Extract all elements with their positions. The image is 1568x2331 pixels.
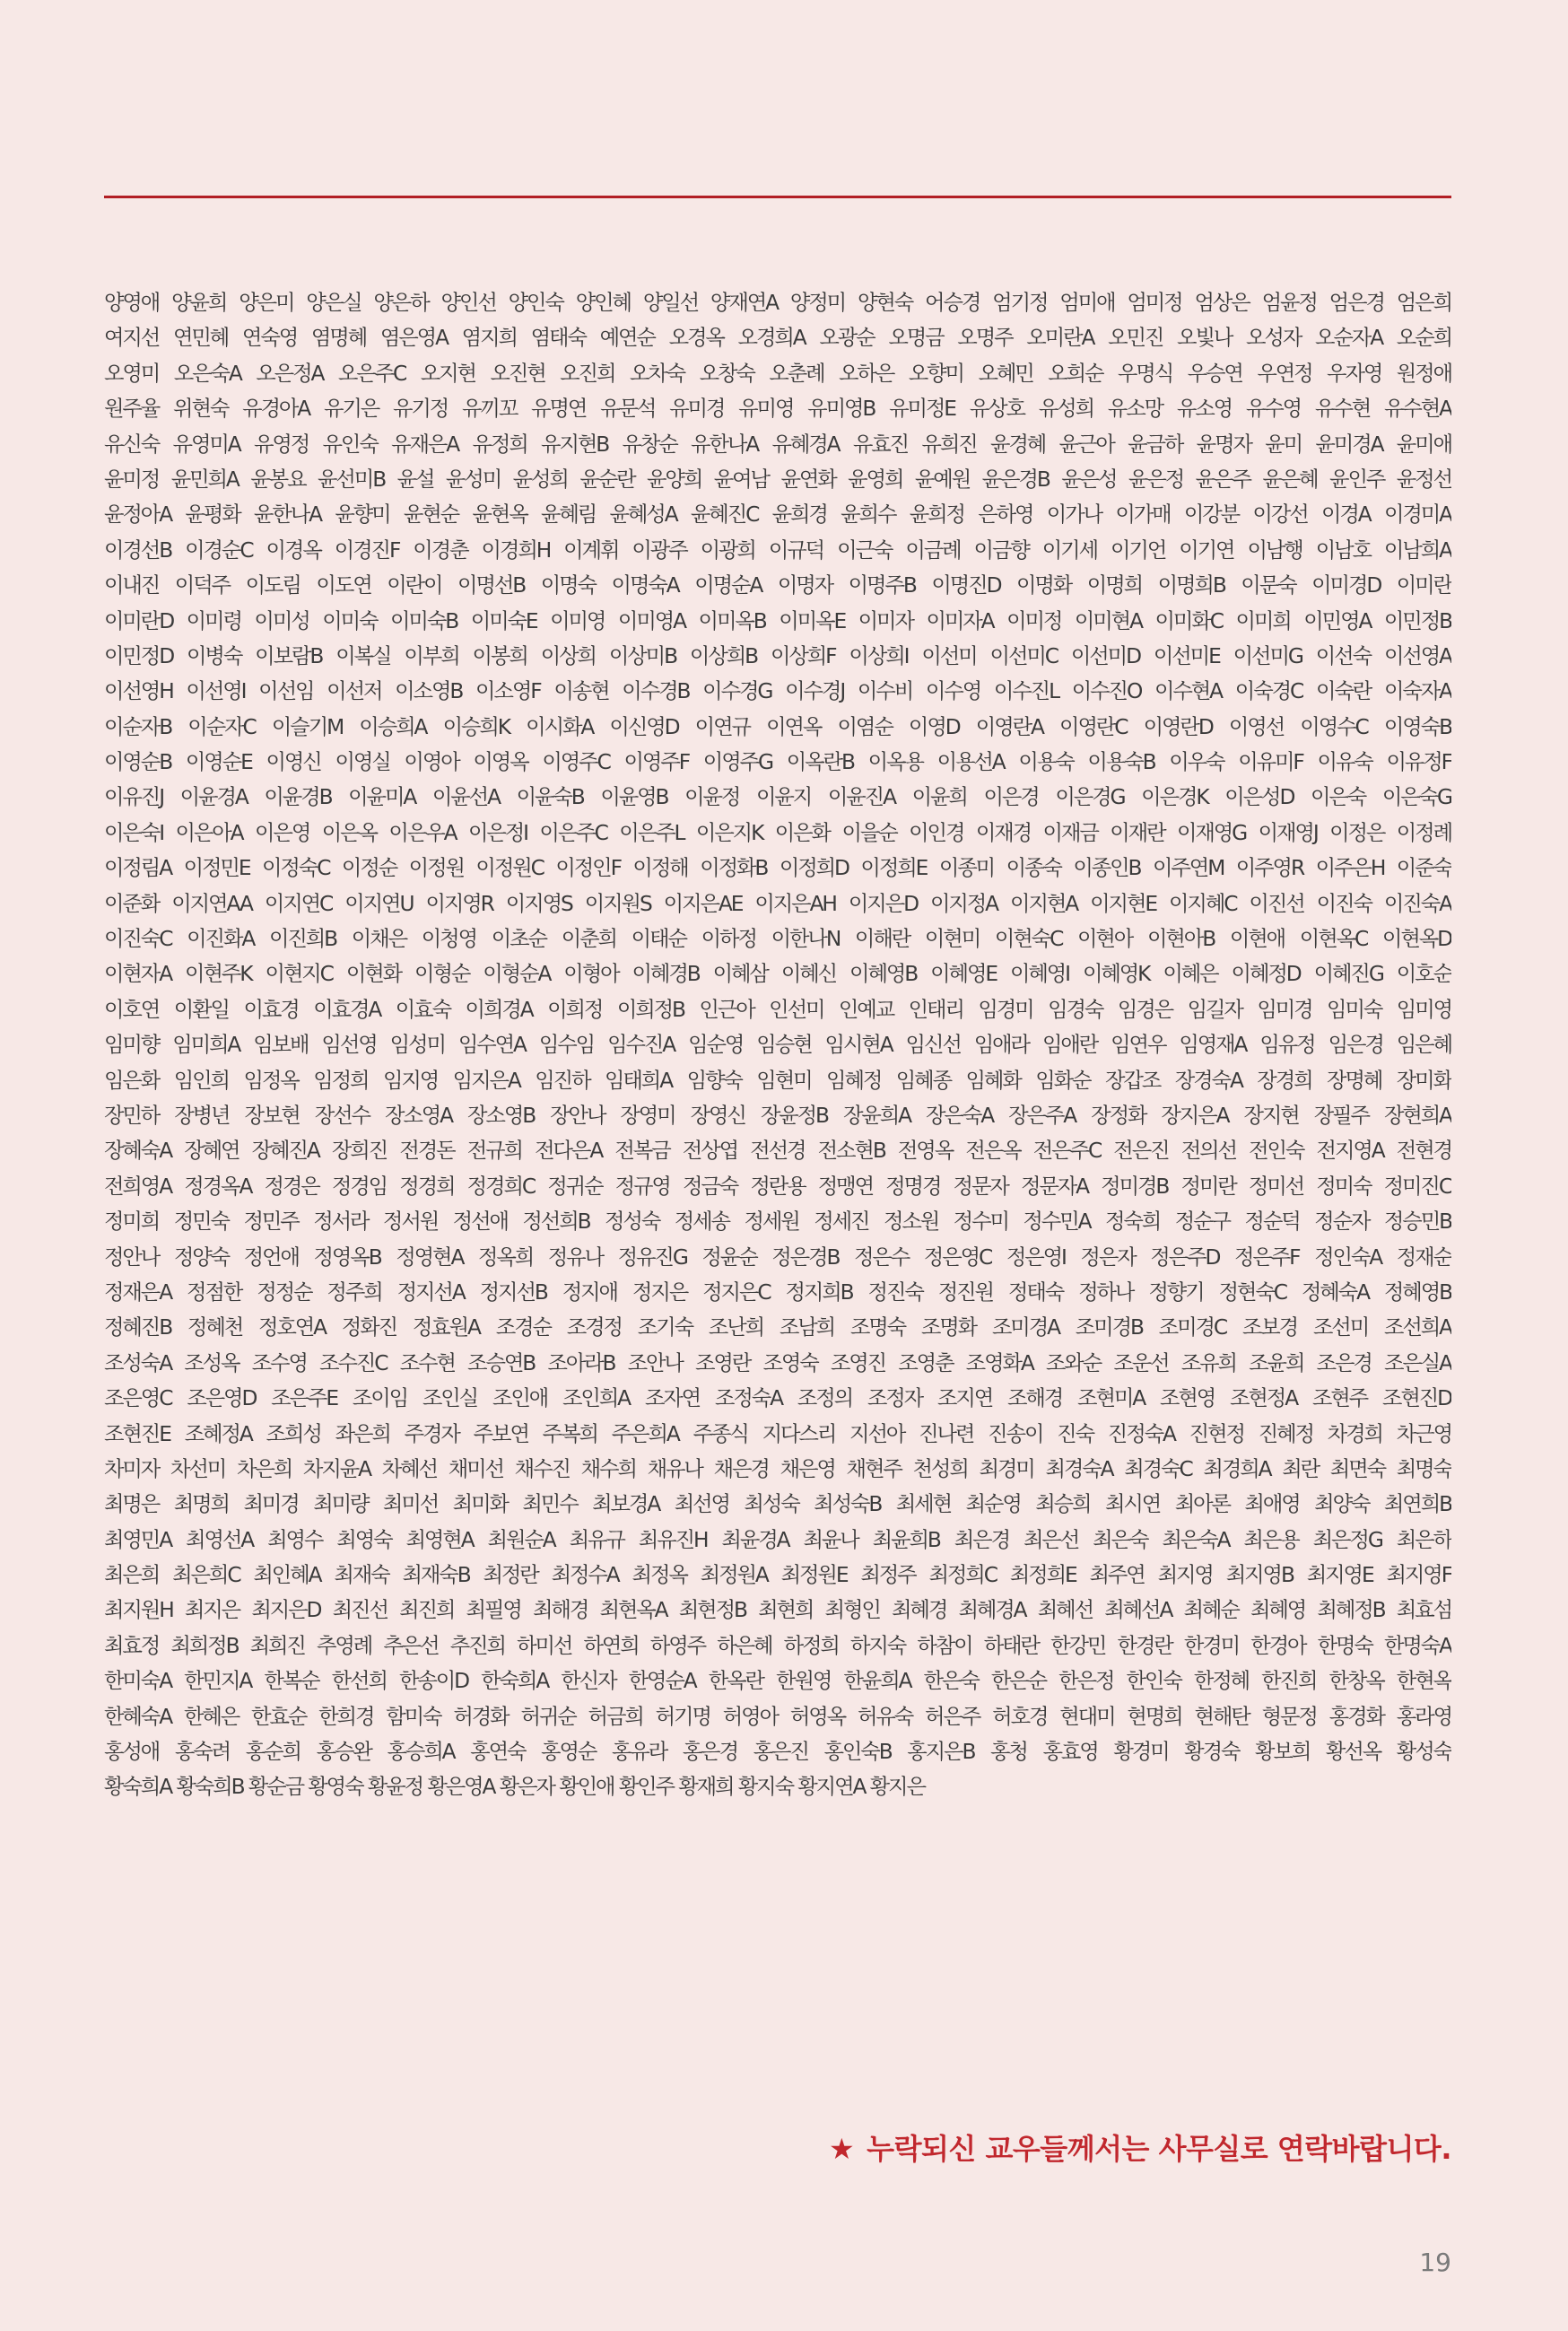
names-line: 최명은 최명희 최미경 최미량 최미선 최미화 최민수 최보경A 최선영 최성숙 최성숙B 최세현 최순영 최승희 최시연 최아론 최애영 최양숙 최연희B [104,1492,1451,1517]
page-number: 19 [1419,2248,1451,2277]
names-line: 최지원H 최지은 최지은D 최진선 최진희 최필영 최해경 최현옥A 최현정B 최현희 최형인 최혜경 최혜경A 최혜선 최혜선A 최혜순 최혜영 최혜정B 최효섬 [104,1598,1451,1623]
names-line: 이진숙C 이진화A 이진희B 이채은 이청영 이초순 이춘희 이태순 이하정 이한나N 이해란 이현미 이현숙C 이현아 이현아B 이현애 이현옥C 이현옥D [104,927,1451,952]
names-line: 한혜숙A 한혜은 한효순 한희경 함미숙 허경화 허귀순 허금희 허기명 허영아 허영옥 허유숙 허은주 허호경 현대미 현명희 현해탄 형문정 홍경화 홍라영 [104,1704,1451,1729]
names-line: 최영민A 최영선A 최영수 최영숙 최영현A 최원순A 최유규 최유진H 최윤경A 최윤나 최윤희B 최은경 최은선 최은숙 최은숙A 최은용 최은정G 최은하 [104,1527,1451,1552]
star-icon: ★ [828,2132,855,2166]
names-line: 최효정 최희정B 최희진 추영례 추은선 추진희 하미선 하연희 하영주 하은혜 하정희 하지숙 하참이 하태란 한강민 한경란 한경미 한경아 한명숙 한명숙A [104,1633,1451,1658]
names-line: 이현자A 이현주K 이현지C 이현화 이형순 이형순A 이형아 이혜경B 이혜삼 이혜신 이혜영B 이혜영E 이혜영I 이혜영K 이혜은 이혜정D 이혜진G 이호순 [104,962,1451,987]
names-line: 유신숙 유영미A 유영정 유인숙 유재은A 유정희 유지현B 유창순 유한나A 유혜경A 유효진 유희진 윤경혜 윤근아 윤금하 윤명자 윤미 윤미경A 윤미애 [104,432,1451,457]
names-line: 정재은A 정점한 정정순 정주희 정지선A 정지선B 정지애 정지은 정지은C 정지희B 정진숙 정진원 정태숙 정하나 정향기 정현숙C 정혜숙A 정혜영B [104,1279,1451,1305]
names-line: 최은희 최은희C 최인혜A 최재숙 최재숙B 최정란 최정수A 최정옥 최정원A 최정원E 최정주 최정희C 최정희E 최주연 최지영 최지영B 최지영E 최지영F [104,1563,1451,1588]
names-line: 조현진E 조혜정A 조희성 좌은희 주경자 주보연 주복희 주은희A 주종식 지다스리 지선아 진나련 진송이 진숙 진정숙A 진현정 진혜정 차경희 차근영 [104,1421,1451,1446]
names-line: 차미자 차선미 차은희 차지윤A 차혜선 채미선 채수진 채수희 채유나 채은경 채은영 채현주 천성희 최경미 최경숙A 최경숙C 최경희A 최란 최면숙 최명숙 [104,1456,1451,1481]
names-line: 전희영A 정경옥A 정경은 정경임 정경희 정경희C 정귀순 정규영 정금숙 정란용 정맹연 정명경 정문자 정문자A 정미경B 정미란 정미선 정미숙 정미진C [104,1174,1451,1199]
missing-members-notice [829,2126,1451,2168]
names-line: 양영애 양윤희 양은미 양은실 양은하 양인선 양인숙 양인혜 양일선 양재연A 양정미 양현숙 어승경 엄기정 엄미애 엄미정 엄상은 엄윤정 엄은경 엄은희 [104,291,1451,315]
notice-text: 누락되신 교우들께서는 사무실로 연락바랍니다. [867,2132,1451,2166]
names-line: 이민정D 이병숙 이보람B 이복실 이부희 이봉희 이상희 이상미B 이상희B 이상희F 이상희I 이선미 이선미C 이선미D 이선미E 이선미G 이선숙 이선영A [104,643,1451,668]
names-line: 이영순B 이영순E 이영신 이영실 이영아 이영옥 이영주C 이영주F 이영주G 이옥란B 이옥용 이용선A 이용숙 이용숙B 이우숙 이유미F 이유숙 이유정F [104,750,1451,775]
names-line: 이호연 이환일 이효경 이효경A 이효숙 이희경A 이희정 이희정B 인근아 인선미 인예교 인태리 임경미 임경숙 임경은 임길자 임미경 임미숙 임미영 [104,997,1451,1022]
names-line: 장혜숙A 장혜연 장혜진A 장희진 전경돈 전규희 전다은A 전복금 전상엽 전선경 전소현B 전영옥 전은옥 전은주C 전은진 전의선 전인숙 전지영A 전현경 [104,1139,1451,1164]
names-line: 임미향 임미희A 임보배 임선영 임성미 임수연A 임수임 임수진A 임순영 임승현 임시현A 임신선 임애라 임애란 임연우 임영재A 임유정 임은경 임은혜 [104,1033,1451,1058]
names-line: 조은영C 조은영D 조은주E 조이임 조인실 조인애 조인희A 조자연 조정숙A 조정의 조정자 조지연 조해경 조현미A 조현영 조현정A 조현주 조현진D [104,1386,1451,1411]
names-line: 장민하 장병년 장보현 장선수 장소영A 장소영B 장안나 장영미 장영신 장윤정B 장윤희A 장은숙A 장은주A 장정화 장지은A 장지현 장필주 장현희A [104,1103,1451,1128]
names-line: 이선영H 이선영I 이선임 이선저 이소영B 이소영F 이송현 이수경B 이수경G 이수경J 이수비 이수영 이수진L 이수진O 이수현A 이숙경C 이숙란 이숙자A [104,679,1451,704]
names-line: 홍성애 홍숙려 홍순희 홍승완 홍승희A 홍연숙 홍영순 홍유라 홍은경 홍은진 홍인숙B 홍지은B 홍청 홍효영 황경미 황경숙 황보희 황선옥 황성숙 [104,1740,1451,1765]
member-names-list [104,285,1451,1805]
names-line: 이내진 이덕주 이도림 이도연 이란이 이명선B 이명숙 이명숙A 이명순A 이명자 이명주B 이명진D 이명화 이명희 이명희B 이문숙 이미경D 이미란 [104,573,1451,598]
names-line: 정안나 정양숙 정언애 정영옥B 정영현A 정옥희 정유나 정유진G 정윤순 정은경B 정은수 정은영C 정은영I 정은자 정은주D 정은주F 정인숙A 정재순 [104,1244,1451,1270]
names-line: 정혜진B 정혜천 정호연A 정화진 정효원A 조경순 조경정 조기숙 조난희 조남희 조명숙 조명화 조미경A 조미경B 조미경C 조보경 조선미 조선희A [104,1315,1451,1340]
names-line: 이은숙I 이은아A 이은영 이은옥 이은우A 이은정I 이은주C 이은주L 이은지K 이은화 이을순 이인경 이재경 이재금 이재란 이재영G 이재영J 이정은 이정례 [104,820,1451,845]
names-line: 이경선B 이경순C 이경옥 이경진F 이경춘 이경희H 이계휘 이광주 이광희 이규덕 이근숙 이금례 이금향 이기세 이기언 이기연 이남행 이남호 이남희A [104,537,1451,563]
names-line: 윤정아A 윤평화 윤한나A 윤향미 윤현순 윤현옥 윤혜림 윤혜성A 윤혜진C 윤희경 윤희수 윤희정 은하영 이가나 이가매 이강분 이강선 이경A 이경미A [104,502,1451,528]
names-line: 이정림A 이정민E 이정숙C 이정순 이정원 이정원C 이정인F 이정해 이정화B 이정희D 이정희E 이종미 이종숙 이종인B 이주연M 이주영R 이주은H 이준숙 [104,856,1451,881]
names-line: 조성숙A 조성옥 조수영 조수진C 조수현 조승연B 조아라B 조안나 조영란 조영숙 조영진 조영춘 조영화A 조와순 조운선 조유희 조윤희 조은경 조은실A [104,1350,1451,1375]
names-line: 이유진J 이윤경A 이윤경B 이윤미A 이윤선A 이윤숙B 이윤영B 이윤정 이윤지 이윤진A 이윤희 이은경 이은경G 이은경K 이은성D 이은숙 이은숙G [104,785,1451,810]
names-line: 여지선 연민혜 연숙영 염명혜 염은영A 염지희 염태숙 예연순 오경옥 오경희A 오광순 오명금 오명주 오미란A 오민진 오빛나 오성자 오순자A 오순희 [104,326,1451,351]
names-line: 이준화 이지연AA 이지연C 이지연U 이지영R 이지영S 이지원S 이지은AE 이지은AH 이지은D 이지정A 이지현A 이지현E 이지혜C 이진선 이진숙 이진숙A [104,891,1451,916]
names-line: 이순자B 이순자C 이슬기M 이승희A 이승희K 이시화A 이신영D 이연규 이연옥 이염순 이영D 이영란A 이영란C 이영란D 이영선 이영수C 이영숙B [104,714,1451,739]
names-line: 원주율 위현숙 유경아A 유기은 유기정 유끼꼬 유명연 유문석 유미경 유미영 유미영B 유미정E 유상호 유성희 유소망 유소영 유수영 유수현 유수현A [104,397,1451,422]
names-line: 이미란D 이미령 이미성 이미숙 이미숙B 이미숙E 이미영 이미영A 이미옥B 이미옥E 이미자 이미자A 이미정 이미현A 이미화C 이미희 이민영A 이민정B [104,608,1451,633]
names-line: 윤미정 윤민희A 윤봉요 윤선미B 윤설 윤성미 윤성희 윤순란 윤양희 윤여남 윤연화 윤영희 윤예원 윤은경B 윤은성 윤은정 윤은주 윤은혜 윤인주 윤정선 [104,467,1451,492]
names-line: 오영미 오은숙A 오은정A 오은주C 오지현 오진현 오진희 오차숙 오창숙 오춘례 오하은 오향미 오혜민 오희순 우명식 우승연 우연정 우자영 원정애 [104,361,1451,386]
names-line: 임은화 임인희 임정옥 임정희 임지영 임지은A 임진하 임태희A 임향숙 임현미 임혜정 임혜종 임혜화 임화순 장갑조 장경숙A 장경희 장명혜 장미화 [104,1068,1451,1093]
names-line: 정미희 정민숙 정민주 정서라 정서원 정선애 정선희B 정성숙 정세송 정세원 정세진 정소원 정수미 정수민A 정숙희 정순구 정순덕 정순자 정승민B [104,1209,1451,1235]
names-line: 한미숙A 한민지A 한복순 한선희 한송이D 한숙희A 한신자 한영순A 한옥란 한원영 한윤희A 한은숙 한은순 한은정 한인숙 한정혜 한진희 한창옥 한현옥 [104,1669,1451,1694]
top-divider-rule [104,196,1451,198]
names-line: 황숙희A 황숙희B 황순금 황영숙 황윤정 황은영A 황은자 황인애 황인주 황재희 황지숙 황지연A 황지은 [104,1775,925,1800]
